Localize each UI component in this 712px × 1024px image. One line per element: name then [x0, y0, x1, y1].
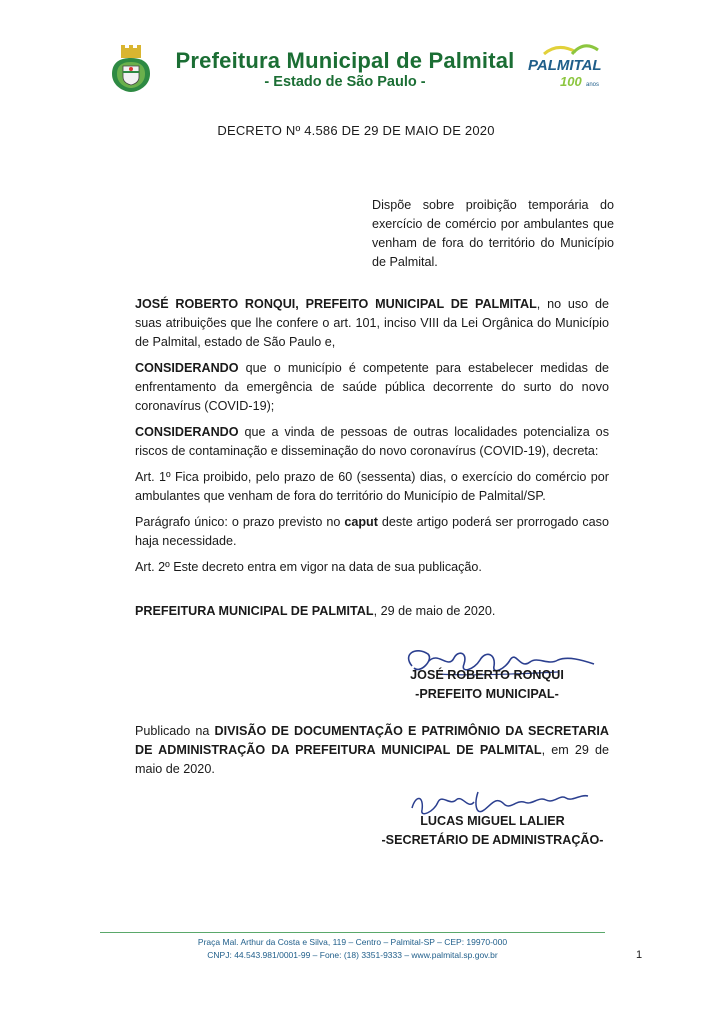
footer-divider: [100, 932, 605, 933]
considerando-paragraph-1: [135, 359, 609, 416]
preamble-text: , no uso de suas atribuições que lhe confere o art. 101, inciso VIII da Lei Orgânica do Município de Palmital, estado de São Paulo e,: [135, 297, 609, 349]
municipal-coat-of-arms-icon: [108, 44, 154, 94]
svg-text:PALMITAL: PALMITAL: [528, 57, 602, 74]
secretary-name: LUCAS MIGUEL LALIER: [420, 814, 565, 828]
closing-text: , 29 de maio de 2020.: [373, 604, 496, 618]
preamble-bold: JOSÉ ROBERTO RONQUI, PREFEITO MUNICIPAL DE PALMITAL: [135, 297, 537, 311]
publication-paragraph: [135, 722, 609, 779]
footer-line-1: Praça Mal. Arthur da Costa e Silva, 119 – Centro – Palmital-SP – CEP: 19970-000: [197, 937, 508, 947]
mayor-signature-block: [402, 666, 572, 704]
decree-summary: Dispõe sobre proibição temporária do exercício de comércio por ambulantes que venham de fora do território do Município de Palmital.: [372, 198, 614, 269]
decree-body: [135, 295, 609, 628]
footer-line-2: CNPJ: 44.543.981/0001-99 – Fone: (18) 3351-9333 – www.palmital.sp.gov.br: [207, 950, 498, 960]
sole-paragraph: [135, 513, 609, 551]
publication-post: , em 29 de maio de 2020.: [135, 743, 609, 776]
svg-text:anos: anos: [586, 82, 600, 88]
publication-pre: Publicado na: [135, 724, 215, 738]
page-number: 1: [636, 949, 643, 961]
page-title: Prefeitura Municipal de Palmital: [175, 48, 515, 73]
sole-paragraph-bold: caput: [344, 515, 378, 529]
article-2: Art. 2º Este decreto entra em vigor na data de sua publicação.: [135, 560, 482, 574]
footer-address: [100, 936, 605, 962]
considerando-label-2: CONSIDERANDO: [135, 425, 239, 439]
considerando-paragraph-2: [135, 423, 609, 461]
secretary-signature-block: [380, 812, 605, 850]
publication-note: [135, 722, 609, 786]
sole-paragraph-pre: Parágrafo único: o prazo previsto no: [135, 515, 345, 529]
page-subtitle: - Estado de São Paulo -: [264, 74, 426, 90]
preamble-paragraph: [135, 295, 609, 352]
considerando-text-1: que o município é competente para estabelecer medidas de enfrentamento da emergência de saúde pública decorrente do surto do novo coronavírus (COVID-19);: [135, 361, 609, 413]
closing-bold: PREFEITURA MUNICIPAL DE PALMITAL: [135, 604, 374, 618]
decree-title: DECRETO Nº 4.586 DE 29 DE MAIO DE 2020: [217, 123, 495, 138]
mayor-role: -PREFEITO MUNICIPAL-: [415, 687, 559, 701]
svg-text:100: 100: [560, 74, 582, 89]
palmital-100-anos-logo: [524, 40, 606, 96]
secretary-role: -SECRETÁRIO DE ADMINISTRAÇÃO-: [381, 833, 604, 847]
considerando-label-1: CONSIDERANDO: [135, 361, 239, 375]
sole-paragraph-post: deste artigo poderá ser prorrogado caso haja necessidade.: [135, 515, 609, 548]
publication-bold: DIVISÃO DE DOCUMENTAÇÃO E PATRIMÔNIO DA SECRETARIA DE ADMINISTRAÇÃO DA PREFEITURA MUNICIPAL DE PALMITAL: [135, 724, 609, 757]
closing-line: [135, 602, 609, 621]
letterhead: [0, 0, 712, 110]
considerando-text-2: que a vinda de pessoas de outras localidades potencializa os riscos de contaminação e disseminação do novo coronavírus (COVID-19), decreta:: [135, 425, 609, 458]
article-1: Art. 1º Fica proibido, pelo prazo de 60 (sessenta) dias, o exercício do comércio por ambulantes que venham de fora do território do Município de Palmital/SP.: [135, 470, 609, 503]
mayor-name: JOSÉ ROBERTO RONQUI: [410, 668, 564, 682]
